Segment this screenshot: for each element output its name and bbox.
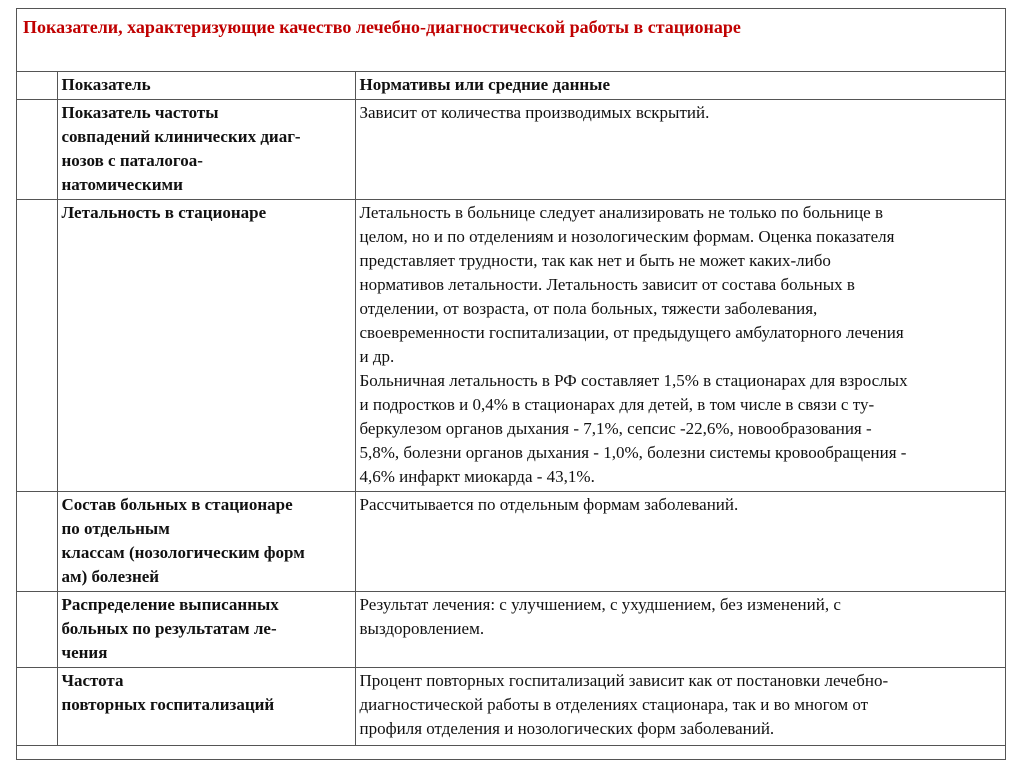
indicators-table xyxy=(17,72,1005,746)
norm-line: отделении, от возраста, от пола больных, тяжести заболевания, xyxy=(359,299,818,318)
norm-cell xyxy=(355,100,1005,200)
indicator-line: Распределение выписанных xyxy=(61,595,279,614)
indicator-line: по отдельным xyxy=(61,519,170,538)
norm-cell xyxy=(355,492,1005,592)
indicator-line: натомическими xyxy=(61,175,183,194)
norm-cell xyxy=(355,200,1005,492)
norm-cell xyxy=(355,668,1005,746)
row-blank-cell xyxy=(17,592,57,668)
header-indicator: Показатель xyxy=(57,72,355,100)
norm-line: Рассчитывается по отдельным формам заболеваний. xyxy=(359,495,739,514)
norm-line: своевременности госпитализации, от предыдущего амбулаторного лечения xyxy=(359,323,904,342)
norm-line: профиля отделения и нозологических форм заболеваний. xyxy=(359,719,775,738)
header-blank-cell xyxy=(17,72,57,100)
norm-line: нормативов летальности. Летальность зависит от состава больных в xyxy=(359,275,855,294)
norm-line: целом, но и по отделениям и нозологическим формам. Оценка показателя xyxy=(359,227,895,246)
row-blank-cell xyxy=(17,100,57,200)
document-frame xyxy=(16,8,1006,760)
row-blank-cell xyxy=(17,668,57,746)
indicator-line: совпадений клинических диаг- xyxy=(61,127,301,146)
indicator-cell xyxy=(57,668,355,746)
indicator-cell xyxy=(57,592,355,668)
indicator-line: ам) болезней xyxy=(61,567,160,586)
table-row xyxy=(17,200,1005,492)
norm-line: 5,8%, болезни органов дыхания - 1,0%, болезни системы кровообращения - xyxy=(359,443,907,462)
table-row xyxy=(17,492,1005,592)
norm-line: диагностической работы в отделениях стационара, так и во многом от xyxy=(359,695,869,714)
indicator-line: Летальность в стационаре xyxy=(61,203,267,222)
indicator-cell xyxy=(57,100,355,200)
header-norm: Нормативы или средние данные xyxy=(355,72,1005,100)
norm-line: Результат лечения: с улучшением, с ухудшением, без изменений, с xyxy=(359,595,841,614)
norm-line: и подростков и 0,4% в стационарах для детей, в том числе в связи с ту- xyxy=(359,395,875,414)
table-row xyxy=(17,100,1005,200)
indicator-cell xyxy=(57,492,355,592)
norm-line: беркулезом органов дыхания - 7,1%, сепсис -22,6%, новообразования - xyxy=(359,419,872,438)
norm-line: и др. xyxy=(359,347,395,366)
row-blank-cell xyxy=(17,492,57,592)
indicator-line: чения xyxy=(61,643,108,662)
indicator-cell xyxy=(57,200,355,492)
indicator-line: классам (нозологическим форм xyxy=(61,543,305,562)
table-row xyxy=(17,592,1005,668)
title-row xyxy=(17,9,1005,72)
norm-line: представляет трудности, так как нет и быть не может каких-либо xyxy=(359,251,831,270)
indicator-line: Показатель частоты xyxy=(61,103,219,122)
page-title: Показатели, характеризующие качество лечебно-диагностической работы в стационаре xyxy=(23,17,741,37)
norm-line: Больничная летальность в РФ составляет 1,5% в стационарах для взрослых xyxy=(359,371,908,390)
norm-cell xyxy=(355,592,1005,668)
norm-line: Летальность в больнице следует анализировать не только по больнице в xyxy=(359,203,884,222)
table-header-row xyxy=(17,72,1005,100)
norm-line: Процент повторных госпитализаций зависит как от постановки лечебно- xyxy=(359,671,889,690)
norm-line: выздоровлением. xyxy=(359,619,485,638)
indicator-line: Состав больных в стационаре xyxy=(61,495,293,514)
indicator-line: больных по результатам ле- xyxy=(61,619,277,638)
table-row xyxy=(17,668,1005,746)
indicator-line: повторных госпитализаций xyxy=(61,695,275,714)
indicator-line: Частота xyxy=(61,671,124,690)
indicator-line: нозов с паталогоа- xyxy=(61,151,203,170)
row-blank-cell xyxy=(17,200,57,492)
norm-line: 4,6% инфаркт миокарда - 43,1%. xyxy=(359,467,595,486)
norm-line: Зависит от количества производимых вскрытий. xyxy=(359,103,710,122)
